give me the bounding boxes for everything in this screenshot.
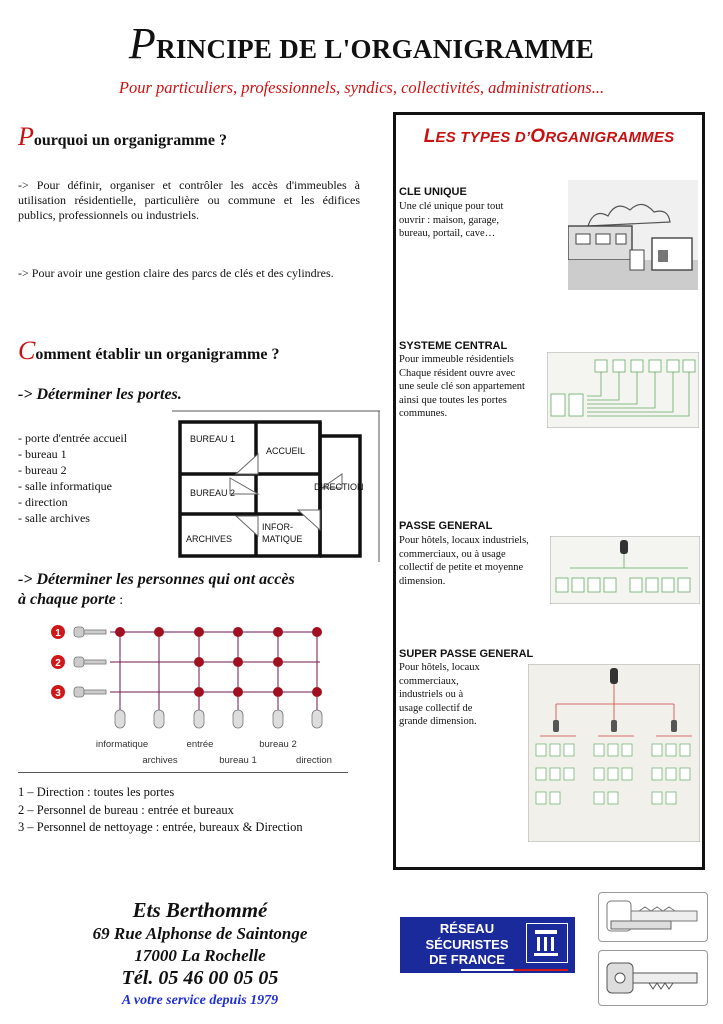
access-dot (233, 657, 243, 667)
plan-label-bureau2: BUREAU 2 (190, 488, 236, 498)
desc-line: industriels ou à (399, 689, 464, 700)
access-dot (194, 657, 204, 667)
desc-line: une seule clé son appartement (399, 381, 525, 392)
step2-colon: : (115, 593, 124, 608)
cylinder-icons (115, 710, 322, 728)
type-desc-passe-general (399, 534, 551, 588)
access-dot (154, 627, 164, 637)
access-dot (194, 687, 204, 697)
logo-line: DE FRANCE (429, 952, 505, 967)
company-since: A votre service depuis 1979 (121, 993, 279, 1008)
legend-item: 3 – Personnel de nettoyage : entrée, bureaux & Direction (18, 820, 303, 834)
access-dot (273, 627, 283, 637)
systeme-central-diagram (547, 352, 699, 428)
doors-list (18, 430, 127, 526)
how-heading-initial: C (18, 336, 36, 365)
why-heading (18, 122, 227, 152)
key-icons (74, 627, 106, 697)
super-passe-general-diagram (528, 664, 700, 842)
key-card-illustration (598, 892, 708, 942)
desc-line: usage collectif de (399, 702, 473, 714)
building-icon (526, 923, 568, 963)
why-paragraph-1: -> Pour définir, organiser et contrôler les accès d'immeubles à utilisation résidentielle, particulière ou commune et les édifices publics, professionnels ou industriels. (18, 178, 360, 222)
desc-line: grande dimension. (399, 716, 477, 727)
desc-line: Pour hôtels, locaux industriels, (399, 535, 529, 546)
why-paragraph-2: -> Pour avoir une gestion claire des parcs de clés et des cylindres. (18, 266, 334, 280)
title-rest: RINCIPE DE L'ORGANIGRAMME (156, 34, 595, 64)
person-number-1: 1 (55, 628, 61, 639)
access-dot (273, 657, 283, 667)
types-title-initial: L (423, 126, 436, 147)
title-initial: P (128, 19, 157, 68)
door-label-bureau1: bureau 1 (219, 755, 257, 766)
access-dot (194, 627, 204, 637)
desc-line: collectif de petite et moyenne (399, 562, 524, 573)
types-title (393, 126, 705, 148)
logo-line: SÉCURISTES (425, 936, 509, 952)
door-label-direction: direction (296, 755, 332, 766)
company-address-2: 17000 La Rochelle (134, 946, 266, 965)
access-dot (312, 627, 322, 637)
plan-label-archives: ARCHIVES (186, 534, 233, 544)
list-item: - porte d'entrée accueil (18, 431, 128, 445)
plan-label-info-1: INFOR- (262, 522, 293, 532)
person-number-3: 3 (55, 688, 61, 699)
plan-label-bureau1: BUREAU 1 (190, 434, 236, 444)
desc-line: ouvrir : maison, garage, (399, 214, 500, 226)
page-subtitle: Pour particuliers, professionnels, syndics, collectivités, administrations... (118, 78, 605, 97)
access-legend (18, 784, 303, 837)
desc-line: bureau, portail, cave… (399, 228, 496, 239)
desc-line: ainsi que toutes les portes (399, 394, 507, 406)
desc-line: Une clé unique pour tout (399, 201, 504, 212)
company-phone: Tél. 05 46 00 05 05 (121, 967, 279, 989)
list-item: - bureau 2 (18, 463, 67, 477)
types-title-rest2: RGANIGRAMMES (545, 129, 675, 146)
door-label-archives: archives (142, 755, 178, 766)
door-label-bureau2: bureau 2 (259, 739, 297, 750)
type-desc-super-passe-general (399, 661, 519, 729)
door-label-informatique: informatique (95, 739, 149, 750)
how-heading-rest: omment établir un organigramme ? (35, 346, 280, 363)
list-item: - salle informatique (18, 479, 112, 493)
access-dot (115, 627, 125, 637)
desc-line: commerciaux, ou à usage (399, 548, 506, 560)
company-address-1: 69 Rue Alphonse de Saintonge (92, 924, 308, 943)
type-name-super-passe-general: SUPER PASSE GENERAL (399, 648, 534, 660)
person-number-2: 2 (55, 658, 61, 669)
flag-stripe (408, 969, 568, 971)
step1-heading: -> Déterminer les portes. (18, 386, 182, 403)
list-item: - direction (18, 495, 68, 509)
access-dot (273, 687, 283, 697)
list-item: - bureau 1 (18, 447, 67, 461)
logo-line: RÉSEAU (439, 921, 495, 936)
plan-label-info-2: MATIQUE (262, 534, 303, 544)
floor-plan (168, 410, 380, 562)
why-heading-rest: ourquoi un organigramme ? (33, 132, 227, 149)
step2-heading (18, 570, 295, 611)
key-illustration (598, 950, 708, 1006)
plan-label-direction: DIRECTION (314, 482, 364, 492)
access-dot (312, 687, 322, 697)
legend-divider (18, 772, 348, 773)
reseau-securistes-logo (400, 917, 575, 973)
list-item: - salle archives (18, 511, 90, 525)
desc-line: dimension. (399, 575, 446, 587)
desc-line: Chaque résident ouvre avec (399, 367, 516, 379)
company-name: Ets Berthommé (132, 898, 268, 922)
type-desc-systeme-central (399, 353, 549, 421)
type-name-passe-general: PASSE GENERAL (399, 520, 493, 532)
access-matrix (40, 614, 358, 776)
passe-general-diagram (550, 536, 700, 604)
access-dot (233, 687, 243, 697)
type-name-systeme-central: SYSTEME CENTRAL (399, 340, 508, 352)
desc-line: Pour hôtels, locaux (399, 662, 480, 673)
desc-line: communes. (399, 408, 448, 419)
type-desc-cle-unique (399, 200, 559, 241)
step2-heading-line1: -> Déterminer les personnes qui ont accès (18, 571, 295, 588)
desc-line: commerciaux, (399, 675, 459, 687)
step2-heading-line2: à chaque porte (18, 591, 116, 608)
access-dot (233, 627, 243, 637)
types-title-initial2: O (530, 126, 546, 147)
why-heading-initial: P (18, 122, 34, 151)
legend-item: 2 – Personnel de bureau : entrée et bureaux (18, 802, 234, 817)
how-heading (18, 336, 279, 366)
cle-unique-illustration (568, 180, 698, 290)
desc-line: Pour immeuble résidentiels (399, 354, 514, 365)
types-title-rest: ES TYPES D’ (435, 129, 531, 146)
page-title (0, 18, 723, 69)
type-name-cle-unique: CLE UNIQUE (399, 186, 467, 198)
legend-item: 1 – Direction : toutes les portes (18, 785, 175, 799)
door-label-entree: entrée (186, 739, 214, 750)
plan-label-accueil: ACCUEIL (266, 446, 306, 456)
